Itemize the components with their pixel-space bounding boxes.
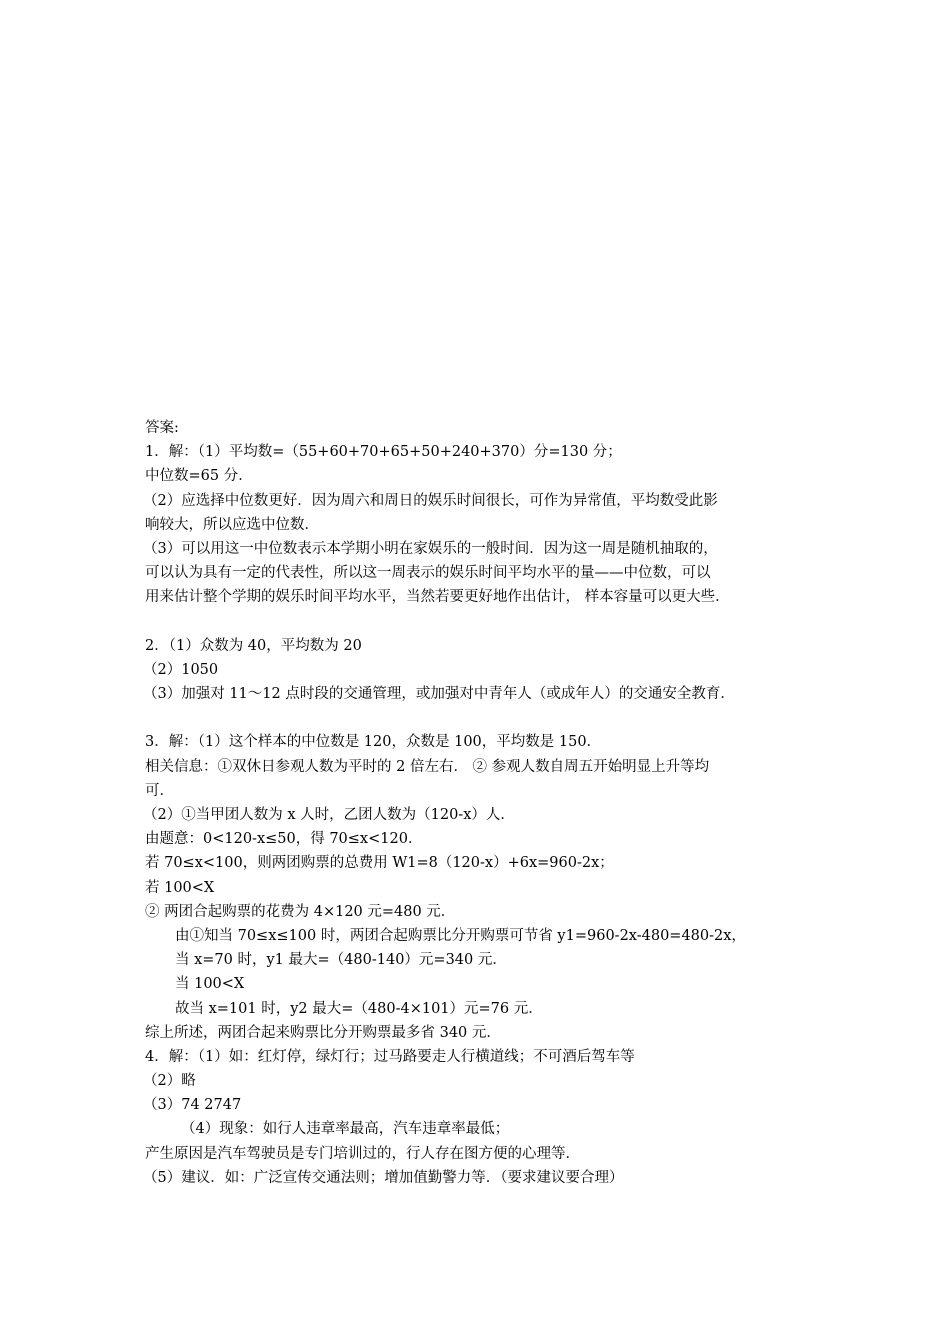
answer-1-line-4: 响较大，所以应选中位数． [145,516,319,533]
answer-3-line-10: 当 x=70 时，y1 最大=（480-140）元=340 元． [175,952,507,969]
answers-heading: 答案: [145,420,179,436]
answer-3-line-1: 3．解：（1）这个样本的中位数是 120，众数是 100，平均数是 150． [145,734,602,751]
answer-4-line-6: （5）建议．如：广泛宣传交通法则；增加值勤警力等．（要求建议要合理） [143,1169,624,1186]
answer-2-line-3: （3）加强对 11～12 点时段的交通管理，或加强对中青年人（或成年人）的交通安全教育． [143,686,735,703]
answer-1-line-1: 1．解：（1）平均数=（55+60+70+65+50+240+370）分=130 分； [145,444,622,461]
answer-3-line-2: 相关信息：①双休日参观人数为平时的 2 倍左右． ② 参观人数自周五开始明显上升等均 [145,758,710,775]
spacer [145,706,825,730]
answer-3-line-9: 由①知当 70≤x≤100 时，两团合起购票比分开购票可节省 y1=960-2x-480=480-2x， [175,927,746,944]
answer-4 [145,1045,825,1190]
answer-1-line-2: 中位数=65 分． [145,468,253,485]
answer-document [145,416,825,1190]
answer-4-line-4: （4）现象：如行人违章率最高，汽车违章率最低； [181,1121,510,1138]
answer-3-line-8: ② 两团合起购票的花费为 4×120 元=480 元． [145,903,456,920]
answer-3-line-7: 若 100<X [145,879,215,896]
answer-1-line-6: 可以认为具有一定的代表性，所以这一周表示的娱乐时间平均水平的量——中位数，可以 [145,565,711,582]
answer-1-line-3: （2）应选择中位数更好．因为周六和周日的娱乐时间很长，可作为异常值，平均数受此影 [143,492,718,509]
answer-2 [145,634,825,707]
answer-1 [145,440,825,609]
answer-1-line-5: （3）可以用这一中位数表示本学期小明在家娱乐的一般时间．因为这一周是随机抽取的， [143,540,718,557]
answer-3-line-3: 可． [145,782,174,799]
answer-3-line-6: 若 70≤x<100，则两团购票的总费用 W1=8（120-x）+6x=960-2x； [145,855,614,872]
answer-4-line-3: （3）74 2747 [143,1097,242,1114]
answer-4-line-2: （2）略 [143,1073,196,1090]
answer-4-line-5: 产生原因是汽车驾驶员是专门培训过的，行人存在图方便的心理等． [145,1145,580,1162]
answer-3-line-5: 由题意：0<120-x≤50，得 70≤x<120． [145,831,423,848]
answer-3-line-12: 故当 x=101 时，y2 最大=（480-4×101）元=76 元． [175,1000,543,1017]
answer-3-line-4: （2）①当甲团人数为 x 人时，乙团人数为（120-x）人． [143,807,515,823]
answer-4-line-1: 4．解：（1）如：红灯停，绿灯行；过马路要走人行横道线；不可酒后驾车等 [145,1048,635,1065]
answer-3-line-13: 综上所述，两团合起来购票比分开购票最多省 340 元． [145,1024,501,1041]
answer-1-line-7: 用来估计整个学期的娱乐时间平均水平，当然若要更好地作出估计， 样本容量可以更大些． [145,589,730,606]
answer-2-line-2: （2）1050 [143,661,219,678]
answer-3 [145,730,825,1044]
answer-3-line-11: 当 100<X [175,976,245,993]
spacer [145,610,825,634]
answer-2-line-1: 2．（1）众数为 40，平均数为 20 [145,637,362,654]
